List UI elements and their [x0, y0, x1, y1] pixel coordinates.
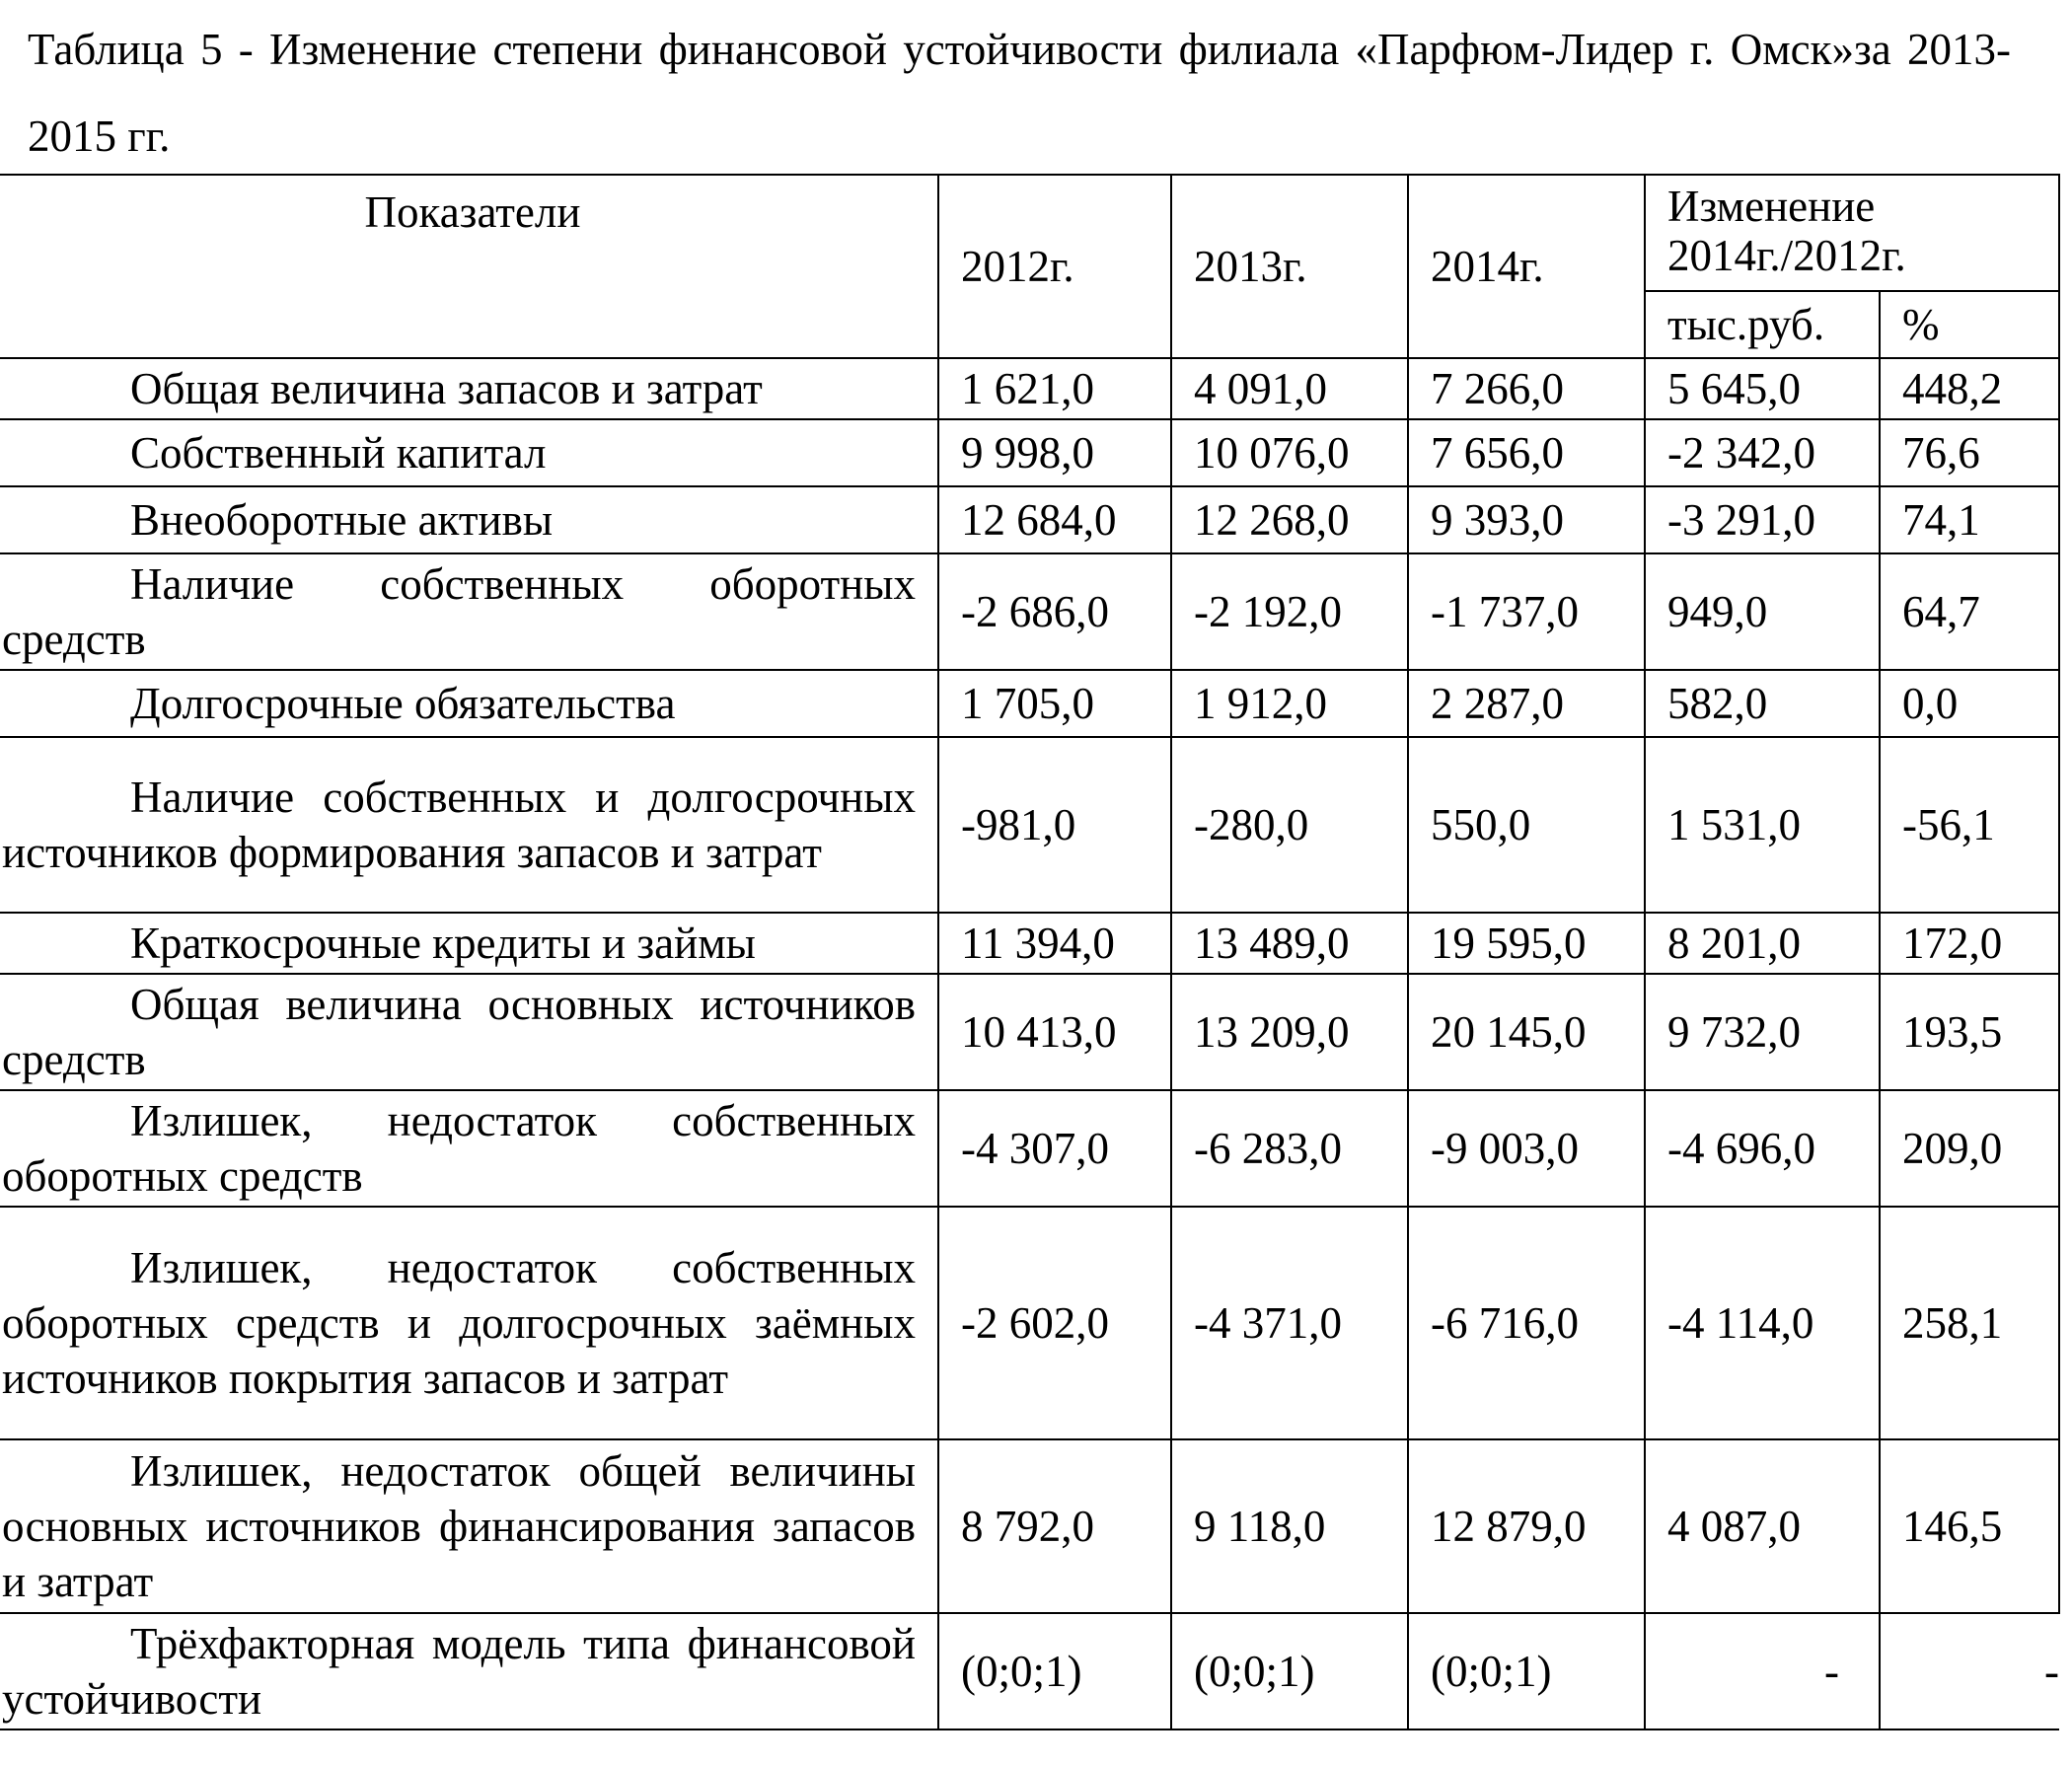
header-change-abs: тыс.руб. — [1645, 291, 1880, 358]
cell-change-pct: - — [1880, 1613, 2059, 1729]
cell-2012: 11 394,0 — [938, 913, 1171, 974]
cell-2013: 4 091,0 — [1171, 358, 1408, 419]
cell-2014: 550,0 — [1408, 737, 1645, 913]
header-change: Изменение 2014г./2012г. — [1645, 175, 2059, 291]
header-2014: 2014г. — [1408, 175, 1645, 358]
row-indicator: Общая величина основных источников средств — [0, 974, 938, 1090]
row-indicator: Краткосрочные кредиты и займы — [0, 913, 938, 974]
cell-2012: 1 705,0 — [938, 670, 1171, 737]
cell-change-pct: 146,5 — [1880, 1439, 2059, 1613]
cell-change-abs: 1 531,0 — [1645, 737, 1880, 913]
cell-2014: -9 003,0 — [1408, 1090, 1645, 1207]
row-indicator: Излишек, недостаток общей величины основных источников финансирования запасов и затрат — [0, 1439, 938, 1613]
cell-2014: 12 879,0 — [1408, 1439, 1645, 1613]
cell-2012: -981,0 — [938, 737, 1171, 913]
cell-2013: 1 912,0 — [1171, 670, 1408, 737]
table-row — [0, 419, 2059, 486]
cell-change-pct: 74,1 — [1880, 486, 2059, 553]
cell-2014: 20 145,0 — [1408, 974, 1645, 1090]
cell-2014: -6 716,0 — [1408, 1207, 1645, 1439]
cell-change-pct: 64,7 — [1880, 553, 2059, 670]
cell-2014: 7 266,0 — [1408, 358, 1645, 419]
row-indicator: Внеоборотные активы — [0, 486, 938, 553]
cell-2013: -4 371,0 — [1171, 1207, 1408, 1439]
table-row — [0, 1439, 2059, 1613]
cell-2014: 9 393,0 — [1408, 486, 1645, 553]
cell-2013: 9 118,0 — [1171, 1439, 1408, 1613]
table-row — [0, 737, 2059, 913]
cell-change-pct: -56,1 — [1880, 737, 2059, 913]
cell-2013: 13 489,0 — [1171, 913, 1408, 974]
cell-change-pct: 76,6 — [1880, 419, 2059, 486]
row-indicator: Излишек, недостаток собственных оборотных средств — [0, 1090, 938, 1207]
header-change-pct: % — [1880, 291, 2059, 358]
cell-2012: (0;0;1) — [938, 1613, 1171, 1729]
financial-stability-table — [0, 174, 2060, 1730]
cell-2012: -4 307,0 — [938, 1090, 1171, 1207]
cell-2013: -6 283,0 — [1171, 1090, 1408, 1207]
cell-change-pct: 448,2 — [1880, 358, 2059, 419]
cell-change-abs: -3 291,0 — [1645, 486, 1880, 553]
table-row — [0, 974, 2059, 1090]
table-caption: Таблица 5 - Изменение степени финансовой устойчивости филиала «Парфюм-Лидер г. Омск»за 2013-2015 гг. — [28, 25, 2011, 161]
cell-2014: 2 287,0 — [1408, 670, 1645, 737]
cell-2013: 10 076,0 — [1171, 419, 1408, 486]
cell-2014: -1 737,0 — [1408, 553, 1645, 670]
cell-change-abs: - — [1645, 1613, 1880, 1729]
cell-2013: -2 192,0 — [1171, 553, 1408, 670]
table-row — [0, 553, 2059, 670]
table-row — [0, 913, 2059, 974]
table-row — [0, 1207, 2059, 1439]
cell-2013: 12 268,0 — [1171, 486, 1408, 553]
cell-change-abs: 949,0 — [1645, 553, 1880, 670]
cell-2012: 9 998,0 — [938, 419, 1171, 486]
table-row — [0, 1090, 2059, 1207]
row-indicator: Собственный капитал — [0, 419, 938, 486]
cell-2014: 19 595,0 — [1408, 913, 1645, 974]
cell-change-abs: 4 087,0 — [1645, 1439, 1880, 1613]
header-row — [0, 175, 2059, 291]
cell-change-abs: -4 696,0 — [1645, 1090, 1880, 1207]
cell-2012: 8 792,0 — [938, 1439, 1171, 1613]
cell-change-pct: 172,0 — [1880, 913, 2059, 974]
cell-2014: (0;0;1) — [1408, 1613, 1645, 1729]
cell-change-abs: 582,0 — [1645, 670, 1880, 737]
cell-change-abs: -2 342,0 — [1645, 419, 1880, 486]
cell-change-abs: 8 201,0 — [1645, 913, 1880, 974]
row-indicator: Наличие собственных и долгосрочных источников формирования запасов и затрат — [0, 737, 938, 913]
cell-2012: 12 684,0 — [938, 486, 1171, 553]
header-indicator: Показатели — [0, 175, 938, 358]
cell-2013: -280,0 — [1171, 737, 1408, 913]
table-row — [0, 670, 2059, 737]
cell-2013: (0;0;1) — [1171, 1613, 1408, 1729]
row-indicator: Долгосрочные обязательства — [0, 670, 938, 737]
table-row — [0, 358, 2059, 419]
cell-change-abs: -4 114,0 — [1645, 1207, 1880, 1439]
cell-2013: 13 209,0 — [1171, 974, 1408, 1090]
cell-2014: 7 656,0 — [1408, 419, 1645, 486]
cell-change-pct: 0,0 — [1880, 670, 2059, 737]
row-indicator: Общая величина запасов и затрат — [0, 358, 938, 419]
cell-change-pct: 258,1 — [1880, 1207, 2059, 1439]
header-2013: 2013г. — [1171, 175, 1408, 358]
row-indicator: Излишек, недостаток собственных оборотных средств и долгосрочных заёмных источников покрытия запасов и затрат — [0, 1207, 938, 1439]
cell-change-abs: 5 645,0 — [1645, 358, 1880, 419]
header-2012: 2012г. — [938, 175, 1171, 358]
table-row — [0, 486, 2059, 553]
cell-2012: -2 686,0 — [938, 553, 1171, 670]
cell-2012: 1 621,0 — [938, 358, 1171, 419]
cell-2012: -2 602,0 — [938, 1207, 1171, 1439]
cell-change-pct: 193,5 — [1880, 974, 2059, 1090]
row-indicator: Трёхфакторная модель типа финансовой устойчивости — [0, 1613, 938, 1729]
cell-change-abs: 9 732,0 — [1645, 974, 1880, 1090]
table-row — [0, 1613, 2059, 1729]
row-indicator: Наличие собственных оборотных средств — [0, 553, 938, 670]
cell-change-pct: 209,0 — [1880, 1090, 2059, 1207]
cell-2012: 10 413,0 — [938, 974, 1171, 1090]
